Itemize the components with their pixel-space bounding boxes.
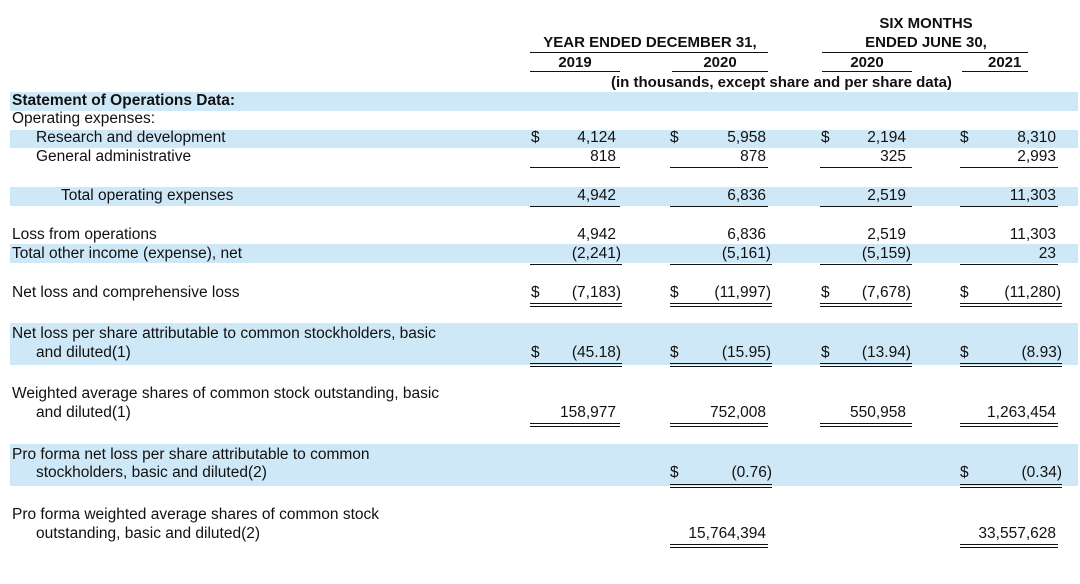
col-header-2019: 2019 [558,54,592,71]
cell-2020-six-months: 550,958 [849,404,906,421]
row-label-cont: and diluted(1) [36,344,131,361]
col-rule [962,71,1028,72]
dollar-sign: $ [670,284,679,301]
dollar-sign: $ [821,344,830,361]
dollar-sign: $ [531,284,540,301]
cell-2020: (0.76) [731,464,772,481]
row-label: Total operating expenses [61,187,234,204]
cell-2020: (15.95) [721,344,771,361]
col-rule [530,71,620,72]
cell-2019: 4,942 [577,187,616,204]
total-rule [820,206,912,207]
double-rule [670,363,772,367]
six-months-heading: SIX MONTHS [879,15,973,32]
row-label: Net loss and comprehensive loss [12,284,240,301]
col-header-2020: 2020 [703,54,737,71]
cell-2021-six-months: 11,303 [1009,226,1056,243]
double-rule [670,484,772,488]
cell-2021-six-months: 23 [1038,245,1056,262]
dollar-sign: $ [531,344,540,361]
cell-2021-six-months: 1,263,454 [987,404,1056,421]
dollar-sign: $ [821,129,830,146]
cell-2020-six-months: (5,159) [861,245,911,262]
subtotal-rule [670,167,768,168]
double-rule [820,363,912,367]
header-rule [530,52,768,53]
cell-2020: (11,997) [714,284,771,301]
cell-2021-six-months: 2,993 [1017,148,1056,165]
double-rule [820,303,912,307]
row-label: Total other income (expense), net [12,245,243,262]
cell-2020-six-months: (7,678) [861,284,911,301]
units-note: (in thousands, except share and per share data) [611,74,952,91]
cell-2020: 6,836 [727,187,766,204]
row-label: Weighted average shares of common stock outstanding, basic [12,385,440,402]
cell-2020: 752,008 [709,404,766,421]
col-rule [672,71,768,72]
cell-2021-six-months: 11,303 [1009,187,1056,204]
dollar-sign: $ [670,464,679,481]
header-rule [822,52,1028,53]
double-rule [960,363,1062,367]
col-rule [822,71,912,72]
row-label: Loss from operations [12,226,157,243]
double-rule [960,423,1058,427]
dollar-sign: $ [960,344,969,361]
subtotal-rule [530,264,622,265]
total-rule [530,206,620,207]
total-rule [670,206,768,207]
cell-2021-six-months: (11,280) [1004,284,1061,301]
cell-2019: 818 [590,148,616,165]
cell-2020: 15,764,394 [688,525,766,542]
double-rule [670,303,772,307]
cell-2020: 878 [740,148,766,165]
dollar-sign: $ [531,129,540,146]
cell-2021-six-months: (0.34) [1021,464,1062,481]
cell-2021-six-months: 33,557,628 [978,525,1056,542]
double-rule [530,303,622,307]
cell-2019: 4,942 [577,226,616,243]
double-rule [960,484,1062,488]
cell-2020-six-months: 2,519 [867,226,906,243]
dollar-sign: $ [960,284,969,301]
double-rule [530,423,620,427]
cell-2020: 6,836 [727,226,766,243]
dollar-sign: $ [960,464,969,481]
subtotal-rule [820,167,912,168]
cell-2020-six-months: 2,194 [867,129,906,146]
cell-2021-six-months: 8,310 [1017,129,1056,146]
subtotal-rule [960,167,1058,168]
year-ended-heading: YEAR ENDED DECEMBER 31, [543,34,757,51]
row-label-cont: and diluted(1) [36,404,131,421]
double-rule [530,363,622,367]
cell-2020-six-months: 2,519 [867,187,906,204]
dollar-sign: $ [821,284,830,301]
section-title: Statement of Operations Data: [12,92,236,109]
cell-2019: 4,124 [577,129,616,146]
cell-2019: 158,977 [559,404,616,421]
six-months-heading-2: ENDED JUNE 30, [865,34,987,51]
dollar-sign: $ [670,344,679,361]
opex-heading: Operating expenses: [12,110,156,127]
dollar-sign: $ [670,129,679,146]
row-label: Pro forma net loss per share attributable to common [12,446,370,463]
cell-2020: (5,161) [721,245,771,262]
double-rule [820,423,912,427]
subtotal-rule [960,264,1058,265]
total-rule [960,206,1058,207]
cell-2020-six-months: (13.94) [861,344,911,361]
subtotal-rule [670,264,772,265]
dollar-sign: $ [960,129,969,146]
row-label-cont: outstanding, basic and diluted(2) [36,525,261,542]
col-header-2021: 2021 [988,54,1022,71]
double-rule [670,544,768,548]
cell-2021-six-months: (8.93) [1021,344,1062,361]
cell-2020: 5,958 [727,129,766,146]
row-label: General administrative [36,148,192,165]
subtotal-rule [820,264,912,265]
cell-2019: (45.18) [571,344,621,361]
cell-2020-six-months: 325 [880,148,906,165]
subtotal-rule [530,167,620,168]
row-label: Net loss per share attributable to common stockholders, basic [12,325,436,342]
cell-2019: (7,183) [571,284,621,301]
row-label: Research and development [36,129,226,146]
double-rule [670,423,768,427]
cell-2019: (2,241) [571,245,621,262]
double-rule [960,544,1058,548]
row-label: Pro forma weighted average shares of common stock [12,506,380,523]
col-header-2020-six-months: 2020 [850,54,884,71]
row-label-cont: stockholders, basic and diluted(2) [36,464,267,481]
double-rule [960,303,1062,307]
